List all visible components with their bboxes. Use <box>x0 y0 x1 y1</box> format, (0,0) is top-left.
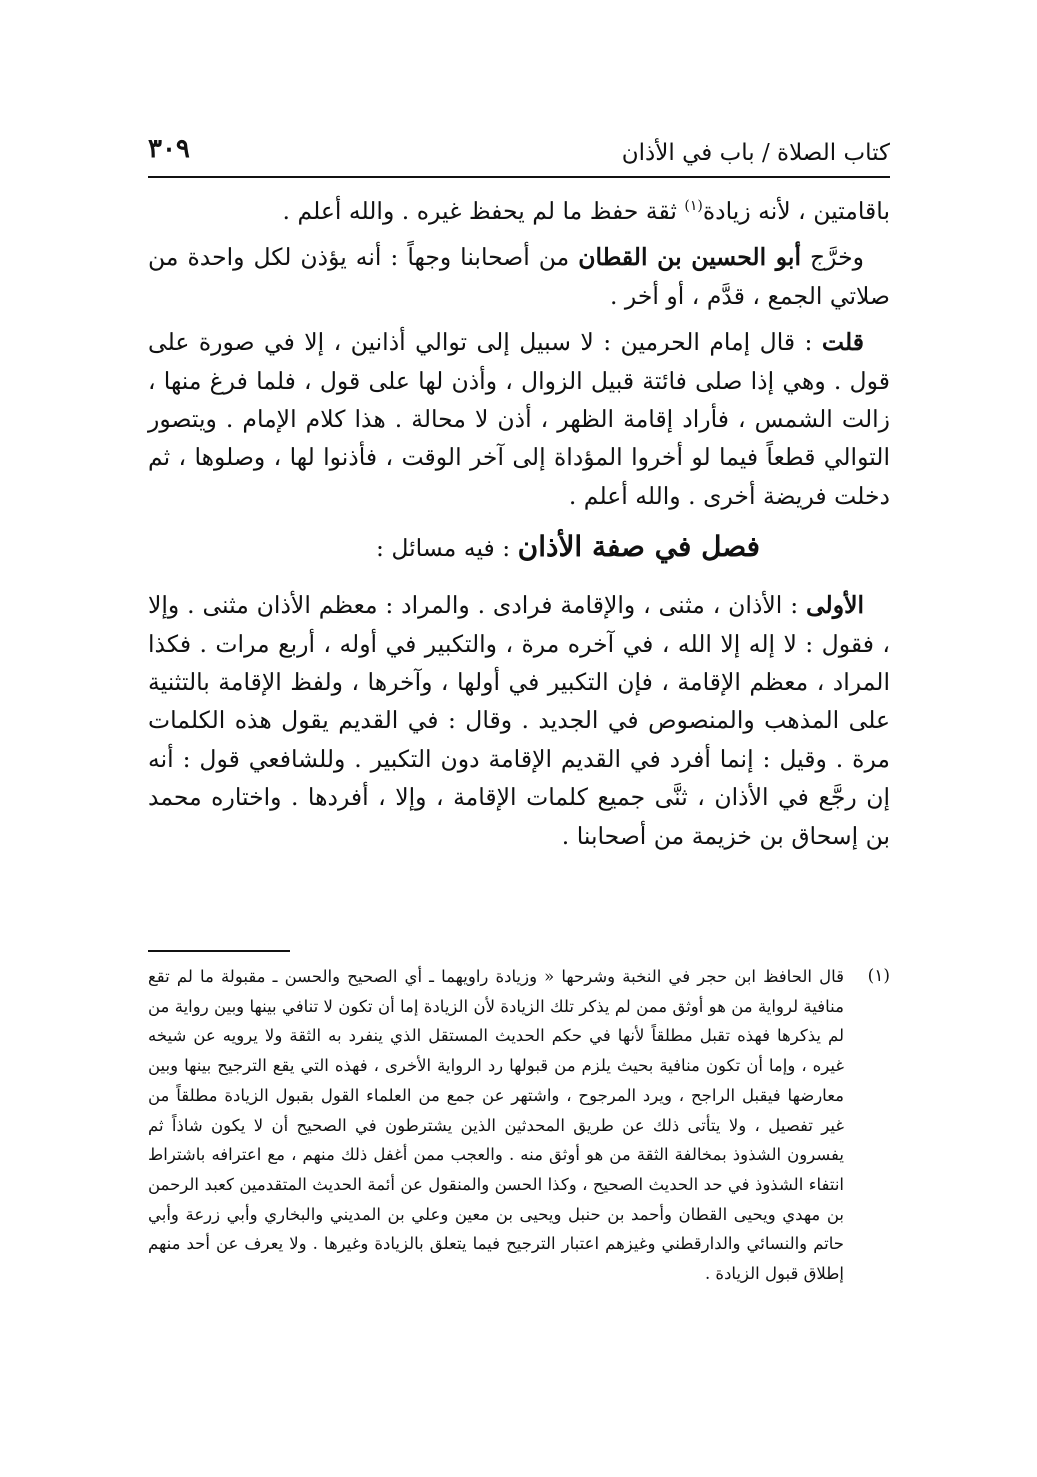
paragraph-4-lead: الأولى <box>805 591 864 620</box>
paragraph-2-text: من أصحابنا وجهاً : أنه يؤذن لكل واحدة من صلاتي الجمع ، قدَّم ، أو أخر . <box>148 243 890 310</box>
footnote-text: قال الحافظ ابن حجر في النخبة وشرحها « وزيادة راويهما ـ أي الصحيح والحسن ـ مقبولة ما لم تقع منافية لرواية من هو أوثق ممن لم يذكر تلك الزيادة لأن الزيادة إما أن تكون لا تنافي بينها وبين رواية من لم يذكرها فهذه تقبل مطلقاً لأنها في حكم الحديث المستقل الذي ينفرد به الثقة ولا يرويه عن شيخه غيره ، وإما أن تكون منافية بحيث يلزم من قبولها رد الرواية الأخرى ، فهذه التي يقع الترجيح بينها وبين معارضها فيقبل الراجح ، ويرد المرجوح ، واشتهر عن جمع من العلماء القول بقبول الزيادة مطلقاً من غير تفصيل ، ولا يتأتى ذلك عن طريق المحدثين الذين يشترطون في الصحيح أن لا يكون شاذاً ثم يفسرون الشذوذ بمخالفة الثقة من هو أوثق منه . والعجب ممن أغفل ذلك منهم ، مع اعترافه باشتراط انتفاء الشذوذ في حد الحديث الصحيح ، وكذا الحسن والمنقول عن أئمة الحديث المتقدمين كعبد الرحمن بن مهدي ويحيى القطان وأحمد بن حنبل ويحيى بن معين وعلي بن المديني والبخاري وأبي زرعة وأبي حاتم والنسائي والدارقطني وغيزهم اعتبار الترجيح فيما يتعلق بالزيادة وغيرها . ولا يعرف عن أحد منهم إطلاق قبول الزيادة . <box>148 967 844 1284</box>
paragraph-1 <box>148 192 890 230</box>
paragraph-2 <box>148 230 890 315</box>
paragraph-4 <box>148 578 890 855</box>
paragraph-1-text-b: ثقة حفظ ما لم يحفظ غيره . والله أعلم . <box>282 197 677 225</box>
section-heading-subtitle: : فيه مسائل : <box>375 534 518 563</box>
paragraph-1-text-a: باقامتين ، لأنه زيادة <box>702 197 890 225</box>
paragraph-2-lead: وخرَّج <box>801 243 865 272</box>
page-header <box>148 120 890 178</box>
scholar-name: أبو الحسين بن القطان <box>578 243 802 272</box>
page-number: ٣٠٩ <box>148 134 190 164</box>
book-page <box>148 120 890 1380</box>
footnote-marker: (١) <box>867 966 890 986</box>
footnote-divider <box>148 950 290 952</box>
paragraph-3 <box>148 315 890 515</box>
footnotes <box>148 962 890 1289</box>
paragraph-4-text: : الأذان ، مثنى ، والإقامة فرادى . والمراد : معظم الأذان مثنى . وإلا ، فقول : لا إله إلا الله ، في آخره مرة ، والتكبير في أوله ، أربع مرات . فكذا المراد ، معظم الإقامة ، فإن التكبير في أولها ، وآخرها ، ولفظ الإقامة بالتثنية على المذهب والمنصوص في الجديد . وقال : في القديم يقول هذه الكلمات مرة . وقيل : إنما أفرد في القديم الإقامة دون التكبير . وللشافعي قول : أنه إن رجَّع في الأذان ، ثنَّى جميع كلمات الإقامة ، وإلا ، أفردها . واختاره محمد بن إسحاق بن خزيمة من أصحابنا . <box>148 591 890 850</box>
section-heading-title: فصل في صفة الأذان <box>517 530 760 564</box>
section-heading <box>148 525 890 570</box>
running-title: كتاب الصلاة / باب في الأذان <box>621 140 890 166</box>
footnote <box>148 962 890 1289</box>
paragraph-3-text: : قال إمام الحرمين : لا سبيل إلى توالي أذانين ، إلا في صورة على قول . وهي إذا صلى فائتة قبيل الزوال ، وأذن لها على قول ، فلما فرغ منها ، زالت الشمس ، فأراد إقامة الظهر ، أذن لا محالة . هذا كلام الإمام . ويتصور التوالي قطعاً فيما لو أخروا المؤداة إلى آخر الوقت ، فأذنوا لها ، وصلوها ، ثم دخلت فريضة أخرى . والله أعلم . <box>148 328 890 510</box>
main-text <box>148 192 890 855</box>
paragraph-3-lead: قلت <box>821 328 864 357</box>
footnote-reference[interactable]: (١) <box>684 198 703 215</box>
